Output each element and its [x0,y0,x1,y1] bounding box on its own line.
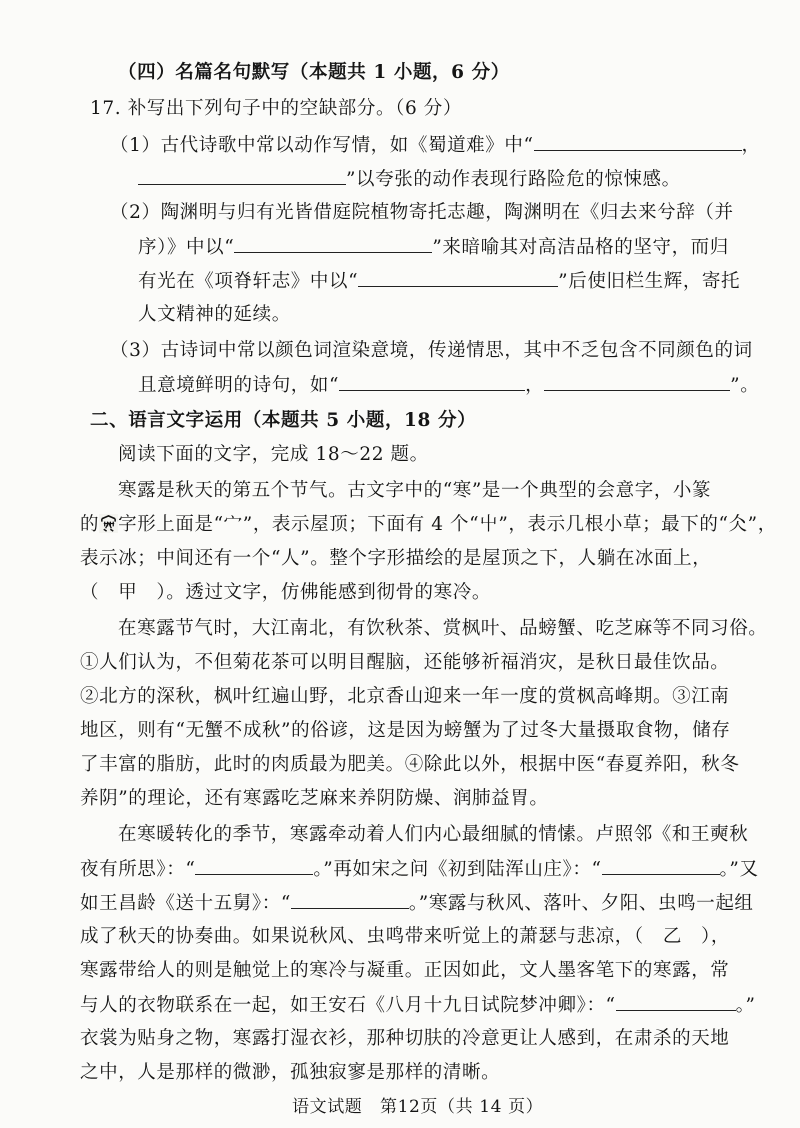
passage-p3-line8: 之中，人是那样的微渺，孤独寂寥是那样的清晰。 [80,1062,501,1083]
answer-blank-poem-3[interactable] [291,890,409,909]
seal-script-han-character-image [99,514,118,533]
answer-blank-3b[interactable] [544,372,730,391]
q17-part1-line1: （1）古代诗歌中常以动作写情，如《蜀道难》中“ ， [110,132,761,159]
passage-p1-line4: （ 甲 ）。透过文字，仿佛能感到彻骨的寒冷。 [80,582,491,603]
answer-blank-poem-1[interactable] [195,856,313,875]
q17-stem: 17. 补写出下列句子中的空缺部分。（6 分） [90,98,463,119]
answer-blank-1a[interactable] [534,132,742,151]
passage-p2-line2: ①人们认为，不但菊花茶可以明目醒脑，还能够祈福消灾，是秋日最佳饮品。 [80,652,730,673]
passage-p3-line7: 衣裳为贴身之物，寒露打湿衣衫，那种切肤的冷意更让人感到，在肃杀的天地 [80,1028,730,1049]
passage-p2-line5: 了丰富的脂肪，此时的肉质最为肥美。④除此以外，根据中医“春夏养阳，秋冬 [80,754,740,775]
answer-blank-poem-2[interactable] [602,856,720,875]
answer-blank-2a[interactable] [234,234,432,253]
q17-part1-line2: ”以夸张的动作表现行路险危的惊悚感。 [138,166,681,193]
passage-p3-line3: 如王昌龄《送十五舅》：“ 。”寒露与秋风、落叶、夕阳、虫鸣一起组 [80,890,754,917]
passage-p3-line2: 夜有所思》：“ 。”再如宋之问《初到陆浑山庄》：“ 。”又 [80,856,759,883]
passage-p3-line5: 寒露带给人的则是触觉上的寒冷与凝重。正因如此，文人墨客笔下的寒露，常 [80,960,730,981]
passage-p1-line3: 表示冰；中间还有一个“人”。整个字形描绘的是屋顶之下，人躺在冰面上， [80,548,712,569]
q17-part2-line1: （2）陶渊明与归有光皆借庭院植物寄托志趣，陶渊明在《归去来兮辞（并 [110,202,734,223]
passage-p2-line6: 养阴”的理论，还有寒露吃芝麻来养阴防燥、润肺益胃。 [80,788,549,809]
q17-part3-line2: 且意境鲜明的诗句，如“ ， ”。 [138,372,759,399]
section2-header: 二、语言文字运用（本题共 5 小题，18 分） [90,410,477,431]
page-footer: 语文试题 第12页（共 14 页） [292,1097,544,1117]
passage-p3-line1: 在寒暖转化的季节，寒露牵动着人们内心最细腻的情愫。卢照邻《和王奭秋 [118,824,749,845]
passage-p3-line6: 与人的衣物联系在一起，如王安石《八月十九日试院梦冲卿》：“ 。” [80,992,756,1019]
passage-p2-line3: ②北方的深秋，枫叶红遍山野，北京香山迎来一年一度的赏枫高峰期。③江南 [80,686,730,707]
passage-p1-line2: 的 字形上面是“宀”，表示屋顶；下面有 4 个“屮”，表示几根小草；最下的“仌”， [80,514,777,535]
q17-part2-line4: 人文精神的延续。 [138,304,291,325]
section2-instruction: 阅读下面的文字，完成 18～22 题。 [118,444,429,465]
answer-blank-poem-4[interactable] [616,992,736,1011]
q17-part2-line2: 序）》中以“ ”来暗喻其对高洁品格的坚守，而归 [138,234,729,261]
answer-blank-2b[interactable] [358,268,558,287]
answer-blank-3a[interactable] [339,372,525,391]
passage-p2-line4: 地区，则有“无蟹不成秋”的俗谚，这是因为螃蟹为了过冬大量摄取食物，储存 [80,720,731,741]
q17-part2-line3: 有光在《项脊轩志》中以“ ”后使旧栏生辉，寄托 [138,268,740,295]
answer-blank-1b[interactable] [138,166,346,185]
section4-header: （四）名篇名句默写（本题共 1 小题，6 分） [118,62,510,83]
q17-part3-line1: （3）古诗词中常以颜色词渲染意境，传递情思，其中不乏包含不同颜色的词 [110,340,753,361]
passage-p3-line4: 成了秋天的协奏曲。如果说秋风、虫鸣带来听觉上的萧瑟与悲凉，（ 乙 ）， [80,926,731,947]
passage-p2-line1: 在寒露节气时，大江南北，有饮秋茶、赏枫叶、品螃蟹、吃芝麻等不同习俗。 [118,618,768,639]
passage-p1-line1: 寒露是秋天的第五个节气。古文字中的“寒”是一个典型的会意字，小篆 [118,480,712,501]
